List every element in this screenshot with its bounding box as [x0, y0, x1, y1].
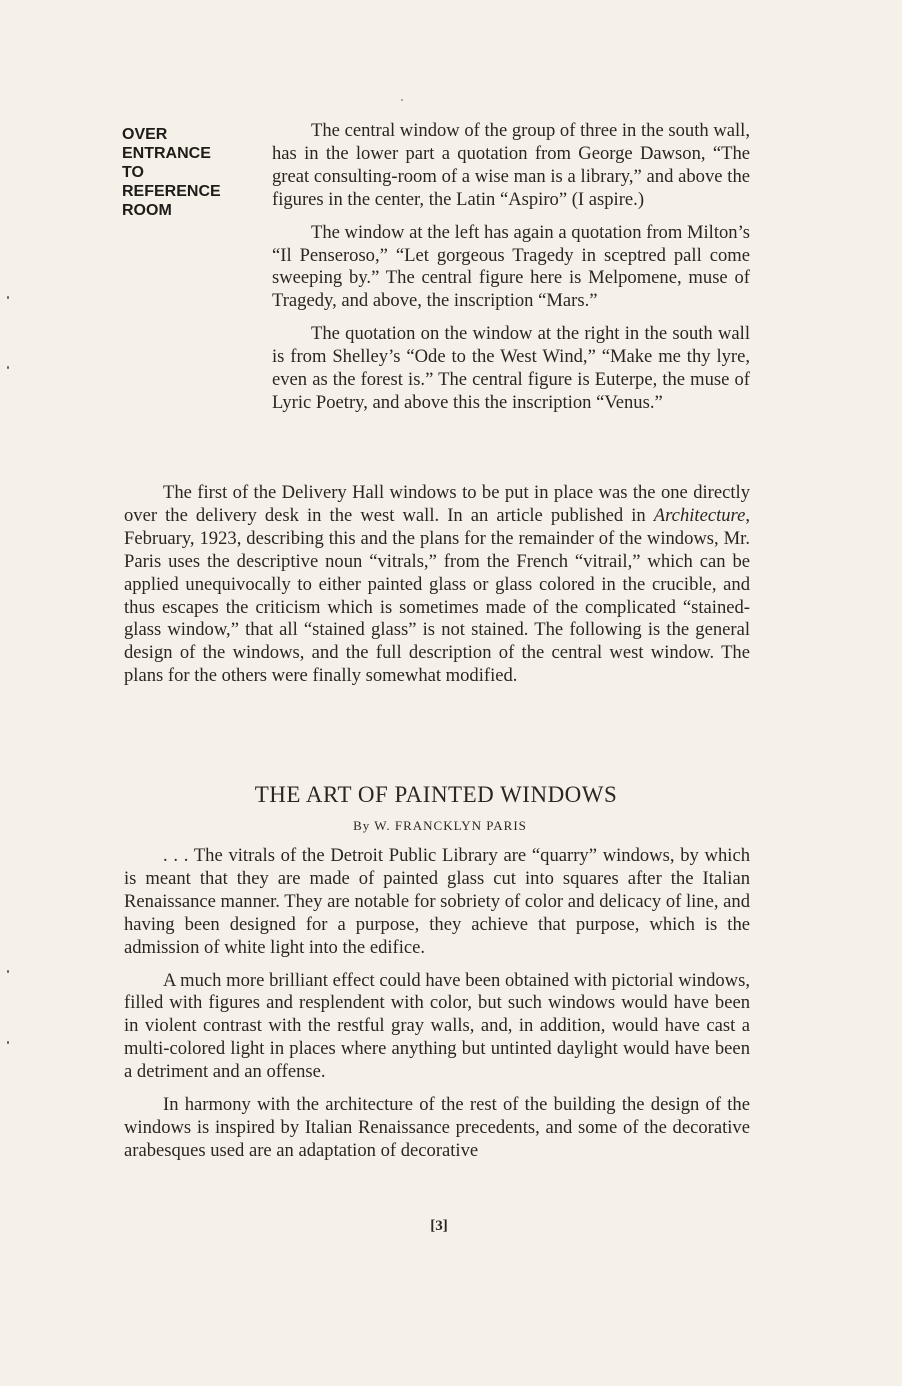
side-heading-line: TO — [122, 164, 144, 181]
intro-section — [124, 482, 750, 698]
intro-paragraph — [124, 482, 750, 688]
paragraph-right-window: The quotation on the window at the right in the south wall is from Shelley’s “Ode to the West Wind,” “Make me thy lyre, even as the forest is.” The central figure is Euterpe, the muse of Lyric Poetry, and above this the inscription “Venus.” — [272, 323, 750, 413]
margin-speck — [7, 366, 9, 369]
article-title: THE ART OF PAINTED WINDOWS — [254, 782, 618, 807]
intro-text-before: The first of the Delivery Hall windows to be put in place was the one directly over the delivery desk in the west wall. In an article published in — [124, 482, 750, 526]
page-number: [3] — [430, 1218, 448, 1234]
intro-text-after: , February, 1923, describing this and the plans for the remainder of the windows, Mr. Paris uses the descriptive noun “vitrals,” from the French “vitrail,” which can be applied unequivocally to either painted glass or glass colored in the crucible, and thus escapes the criticism which is sometimes made of the complicated “stained-glass window,” that all “stained glass” is not stained. The following is the general design of the windows, and the full description of the central west window. The plans for the others were finally somewhat modified. — [124, 504, 750, 687]
article-byline: By W. FRANCKLYN PARIS — [353, 818, 527, 833]
article-paragraph: In harmony with the architecture of the rest of the building the design of the windows is inspired by Italian Renaissance precedents, and some of the decorative arabesques used are an adaptation of decorative — [124, 1094, 750, 1161]
side-heading-line: ROOM — [122, 202, 172, 219]
article-paragraph: . . . The vitrals of the Detroit Public Library are “quarry” windows, by which is meant that they are made of painted glass cut into squares after the Italian Renaissance manner. They are notable for sobriety of color and delicacy of line, and having been designed for a purpose, they achieve that purpose, which is the admission of white light into the edifice. — [124, 845, 750, 958]
side-heading-line: REFERENCE — [122, 183, 221, 200]
side-heading-line: OVER — [122, 126, 168, 143]
side-heading-line: ENTRANCE — [122, 145, 211, 162]
margin-speck — [7, 296, 9, 299]
article-paragraph: A much more brilliant effect could have been obtained with pictorial windows, filled with figures and resplendent with color, but such windows would have been in violent contrast with the restful gray walls, and, in addition, would have cast a multi-colored light in places where anything but untinted daylight would have been a detriment and an offense. — [124, 969, 750, 1083]
window-descriptions — [272, 120, 750, 425]
margin-speck — [7, 970, 9, 973]
article-body — [124, 845, 750, 1173]
paragraph-left-window: The window at the left has again a quotation from Milton’s “Il Penseroso,” “Let gorgeous Tragedy in sceptred pall come sweeping by.” The central figure here is Melpomene, muse of Tragedy, and above, the inscription “Mars.” — [272, 221, 750, 312]
margin-speck — [7, 1041, 9, 1044]
side-heading — [122, 125, 252, 220]
margin-speck — [401, 99, 403, 101]
publication-title: Architecture — [653, 504, 746, 526]
paragraph-central-window: The central window of the group of three in the south wall, has in the lower part a quotation from George Dawson, “The great consulting-room of a wise man is a library,” and above the figures in the center, the Latin “Aspiro” (I aspire.) — [272, 120, 750, 210]
